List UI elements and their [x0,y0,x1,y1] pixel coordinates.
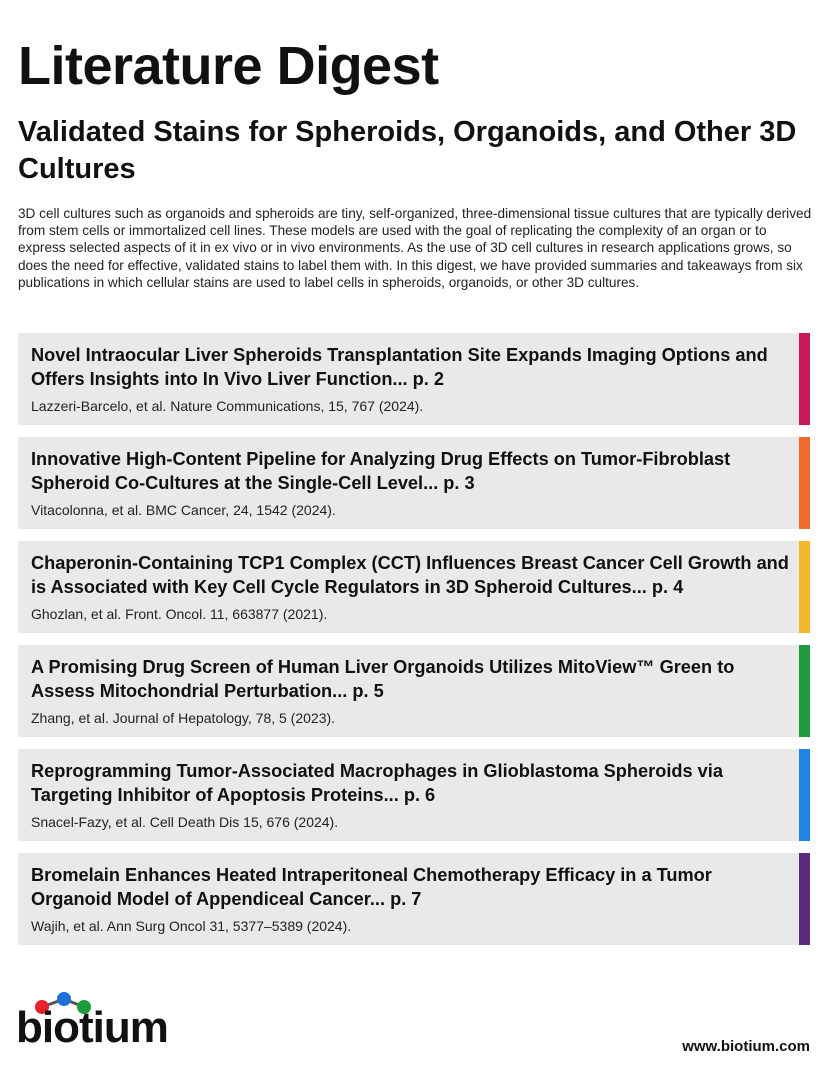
article-title[interactable]: Reprogramming Tumor-Associated Macrophages in Glioblastoma Spheroids via Targeting Inhibitor of Apoptosis Proteins... p. 6 [31,761,723,805]
logo-wordmark: biotium [16,1003,168,1052]
article-title[interactable]: Innovative High-Content Pipeline for Analyzing Drug Effects on Tumor-Fibroblast Spheroid Co-Cultures at the Single-Cell Level... p. 3 [31,449,731,493]
article-title[interactable]: Bromelain Enhances Heated Intraperitoneal Chemotherapy Efficacy in a Tumor Organoid Model of Appendiceal Cancer... p. 7 [31,865,712,909]
article-citation: Zhang, et al. Journal of Hepatology, 78, 5 (2023). [31,710,336,726]
article-citation: Wajih, et al. Ann Surg Oncol 31, 5377–5389 (2024). [31,918,352,934]
article-title[interactable]: Chaperonin-Containing TCP1 Complex (CCT) Influences Breast Cancer Cell Growth and is Associated with Key Cell Cycle Regulators in 3D Spheroid Cultures... p. 4 [31,553,789,597]
article-card[interactable] [18,437,810,529]
page-title: Literature Digest [18,36,439,96]
article-title[interactable]: Novel Intraocular Liver Spheroids Transplantation Site Expands Imaging Options and Offers Insights into In Vivo Liver Function... p. 2 [31,345,768,389]
accent-bar [799,333,810,425]
article-citation: Ghozlan, et al. Front. Oncol. 11, 663877 (2021). [31,606,328,622]
website-link[interactable]: www.biotium.com [682,1038,810,1055]
accent-bar [799,749,810,841]
article-title[interactable]: A Promising Drug Screen of Human Liver Organoids Utilizes MitoView™ Green to Assess Mitochondrial Perturbation... p. 5 [31,657,735,701]
article-card[interactable] [18,333,810,425]
accent-bar [799,853,810,945]
article-citation: Snacel-Fazy, et al. Cell Death Dis 15, 676 (2024). [31,814,339,830]
accent-bar [799,645,810,737]
biotium-logo[interactable] [16,990,176,1060]
article-card[interactable] [18,541,810,633]
article-card[interactable] [18,749,810,841]
article-list [18,333,810,957]
accent-bar [799,541,810,633]
article-citation: Vitacolonna, et al. BMC Cancer, 24, 1542 (2024). [31,502,336,518]
page-subtitle: Validated Stains for Spheroids, Organoids, and Other 3D Cultures [18,116,797,185]
article-citation: Lazzeri-Barcelo, et al. Nature Communications, 15, 767 (2024). [31,398,424,414]
accent-bar [799,437,810,529]
article-card[interactable] [18,645,810,737]
article-card[interactable] [18,853,810,945]
intro-paragraph: 3D cell cultures such as organoids and spheroids are tiny, self-organized, three-dimensional tissue cultures that are typically derived from stem cells or immortalized cell lines. These models are used with the goal of replicating the complexity of an organ or to express selected aspects of it in ex vivo or in vivo environments. As the use of 3D cell cultures in research applications grows, so does the need for effective, validated stains to label them with. In this digest, we have provided summaries and takeaways from six publications in which cellular stains are used to label cells in spheroids, organoids, or other 3D cultures. [18,206,812,290]
